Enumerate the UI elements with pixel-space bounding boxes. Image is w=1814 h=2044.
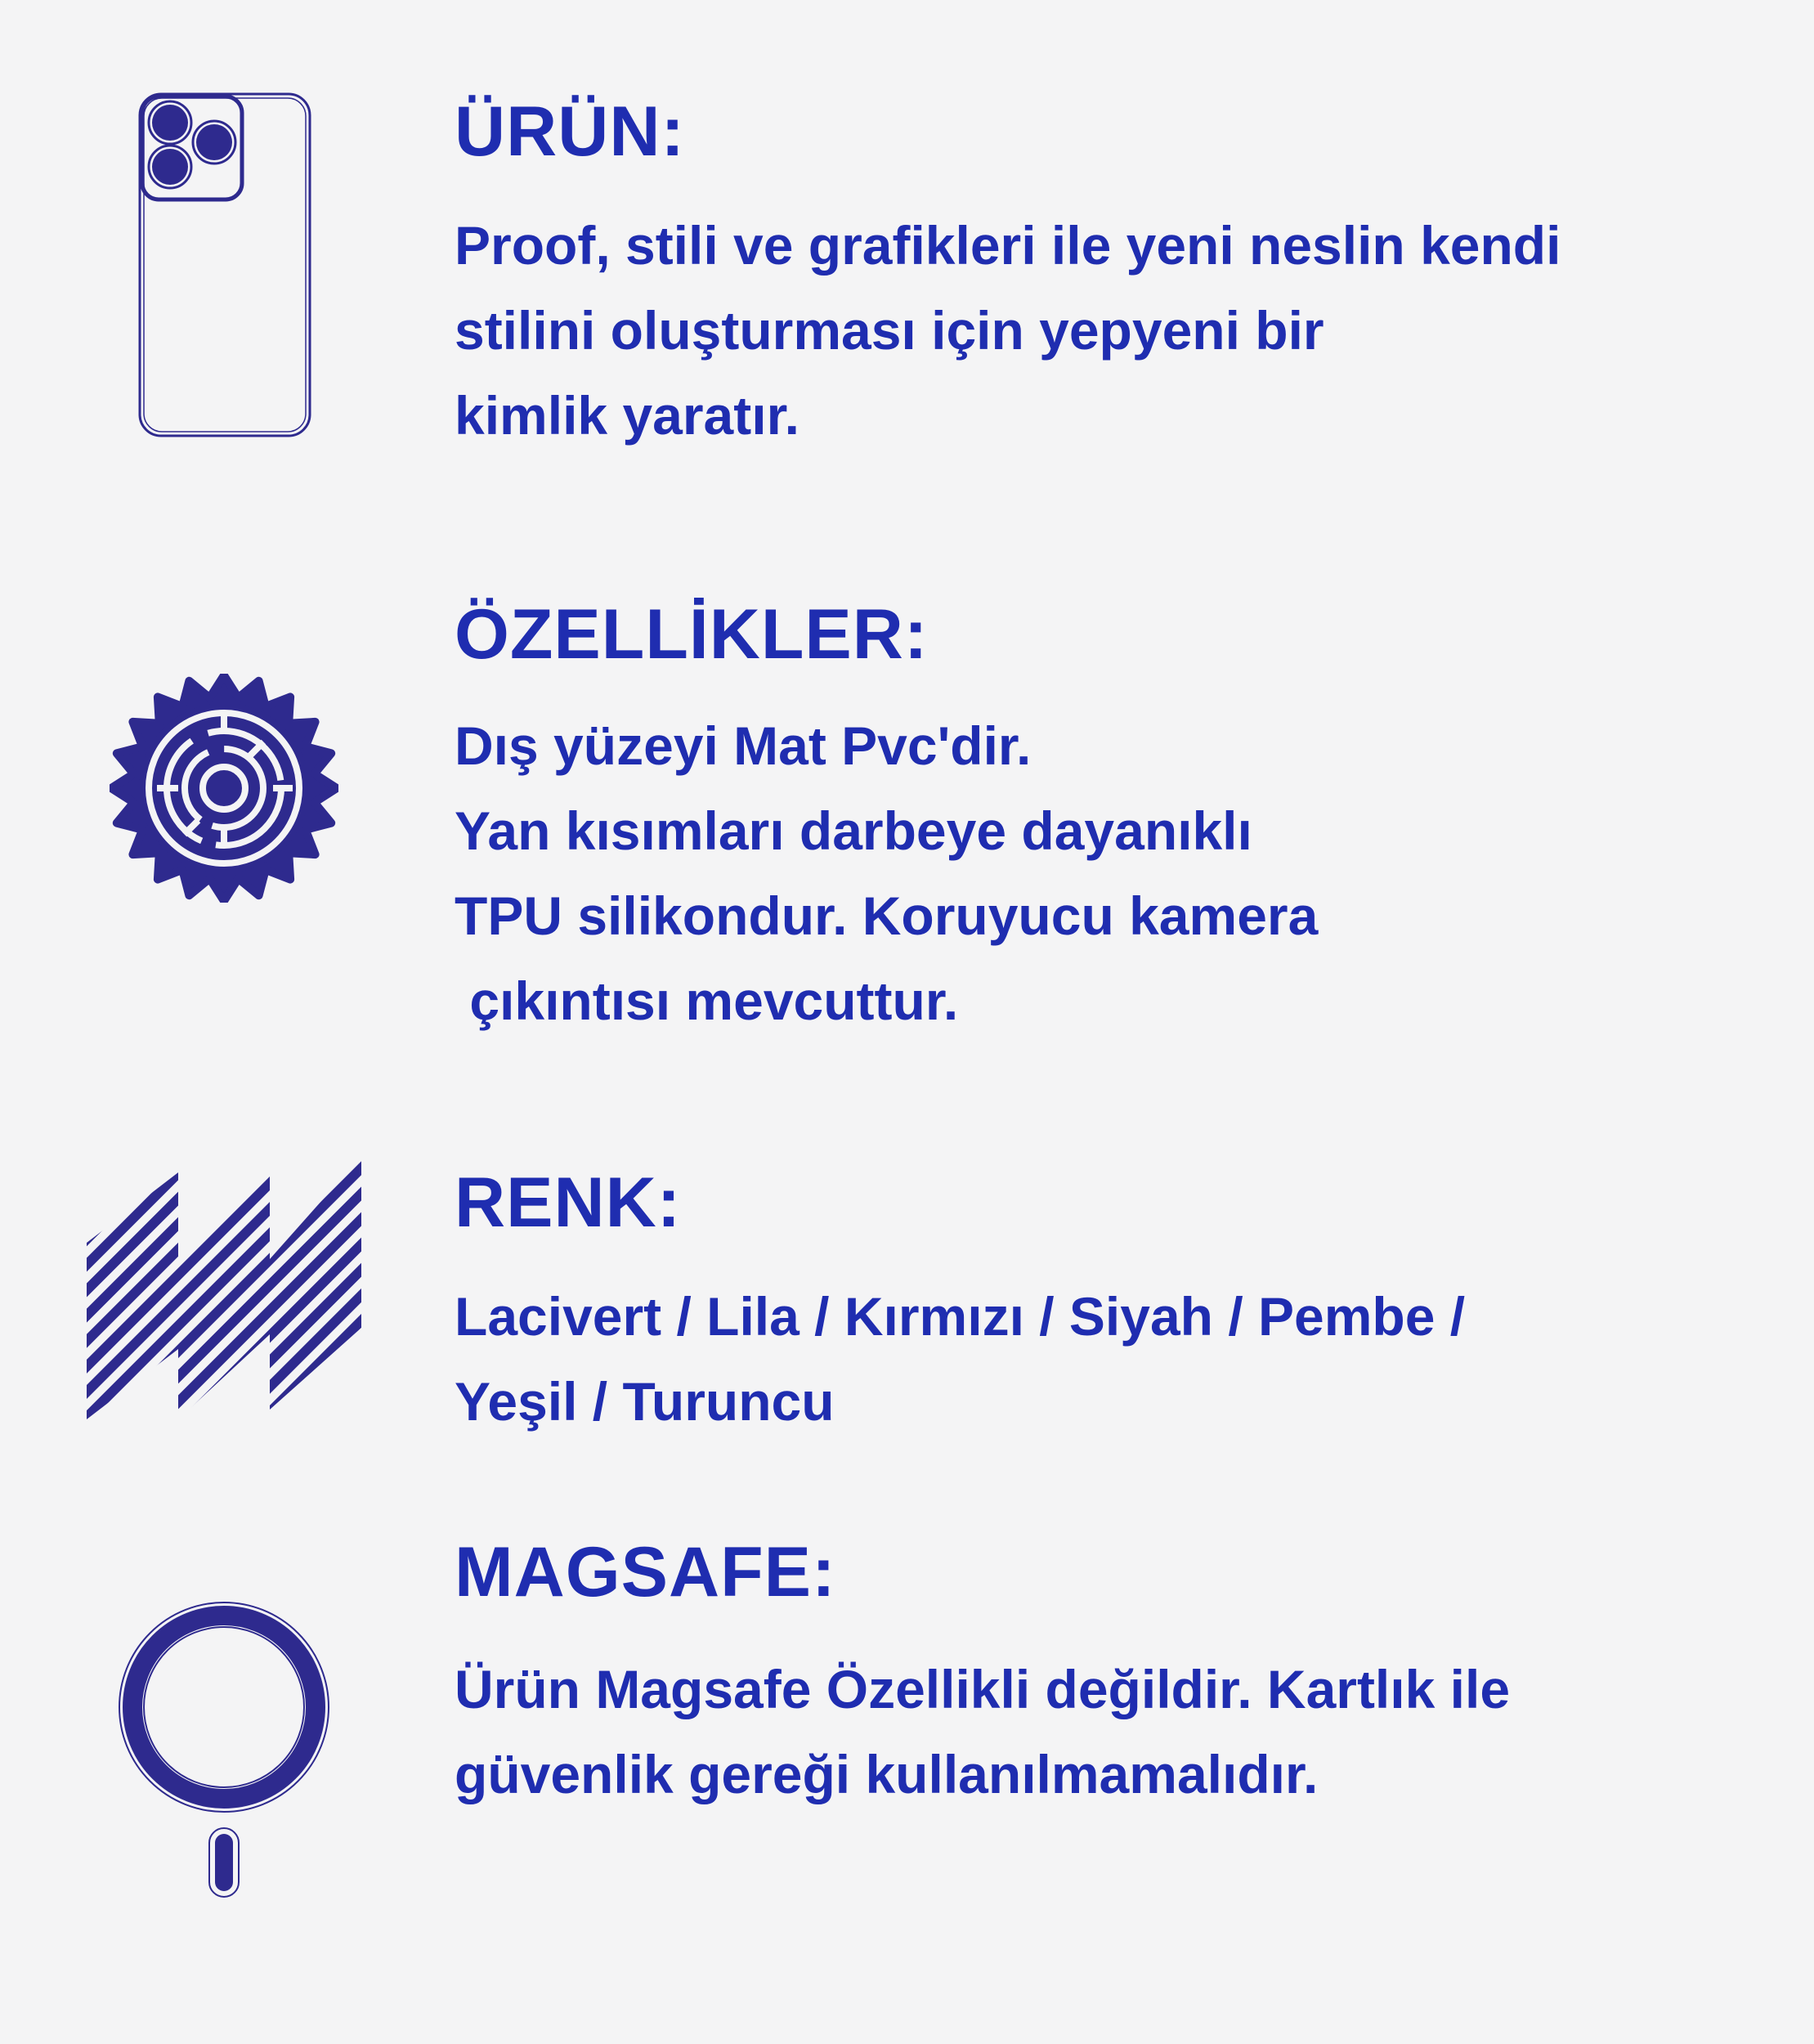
description-line: çıkıntısı mevcuttur. bbox=[455, 970, 959, 1031]
section-heading: RENK: bbox=[455, 1163, 682, 1242]
description-line: güvenlik gereği kullanılmamalıdır. bbox=[455, 1744, 1319, 1804]
description-line: Lacivert / Lila / Kırmızı / Siyah / Pembe / bbox=[455, 1286, 1466, 1347]
description-line: Ürün Magsafe Özellikli değildir. Kartlık ile bbox=[455, 1659, 1511, 1719]
striped-pattern-icon bbox=[87, 1156, 365, 1427]
section-heading: ÖZELLİKLER: bbox=[455, 595, 929, 674]
section-description bbox=[455, 1647, 1510, 1817]
description-line: Yeşil / Turuncu bbox=[455, 1371, 835, 1432]
section-heading: ÜRÜN: bbox=[455, 92, 686, 171]
description-line: kimlik yaratır. bbox=[455, 385, 800, 446]
maze-badge-icon bbox=[110, 674, 338, 907]
phone-case-icon bbox=[137, 92, 312, 442]
section-description bbox=[455, 1274, 1465, 1444]
description-line: Yan kısımları darbeye dayanıklı bbox=[455, 800, 1252, 861]
section-description bbox=[455, 703, 1318, 1043]
description-line: TPU silikondur. Koruyucu kamera bbox=[455, 885, 1319, 946]
description-line: Dış yüzeyi Mat Pvc'dir. bbox=[455, 715, 1032, 776]
magsafe-ring-icon bbox=[118, 1599, 330, 1904]
section-heading: MAGSAFE: bbox=[455, 1533, 836, 1611]
description-line: Proof, stili ve grafikleri ile yeni neslin kendi bbox=[455, 215, 1561, 276]
section-description bbox=[455, 203, 1561, 458]
description-line: stilini oluşturması için yepyeni bir bbox=[455, 300, 1324, 361]
